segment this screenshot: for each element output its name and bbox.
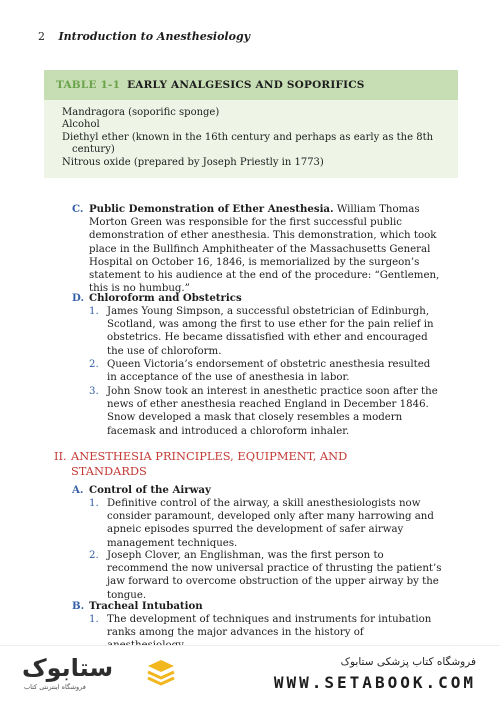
book-stack-icon bbox=[146, 658, 176, 688]
list-number: 2. bbox=[89, 359, 99, 370]
subsection-letter: B. bbox=[72, 600, 85, 612]
list-number: 1. bbox=[89, 614, 99, 625]
store-logo bbox=[22, 654, 142, 694]
table-label: TABLE 1-1 bbox=[56, 79, 121, 91]
page-number: 2 bbox=[38, 30, 45, 43]
table-item: Alcohol bbox=[62, 119, 100, 131]
running-title: Introduction to Anesthesiology bbox=[58, 30, 251, 43]
list-number: 1. bbox=[89, 306, 99, 317]
table-1-1 bbox=[44, 70, 458, 178]
section-roman: II. bbox=[54, 449, 67, 463]
subsection-c-heading bbox=[72, 203, 89, 216]
table-item: Mandragora (soporific sponge) bbox=[62, 107, 220, 118]
table-title-bar bbox=[44, 70, 458, 100]
section-title: ANESTHESIA PRINCIPLES, EQUIPMENT, AND STANDARDS bbox=[71, 449, 348, 478]
subsection-a-heading bbox=[72, 484, 211, 497]
subsection-d-title: Chloroform and Obstetrics bbox=[89, 292, 242, 304]
subsection-letter: A. bbox=[72, 484, 84, 496]
list-item: Definitive control of the airway, a skill anesthesiologists now consider paramount, developed only after many harrowing and apneic episodes spurred the development of safer airway management techniques. bbox=[107, 498, 434, 549]
list-item: Queen Victoria’s endorsement of obstetric anesthesia resulted in acceptance of the use of anesthesia in labor. bbox=[107, 359, 431, 384]
subsection-c-body: William Thomas Morton Green was responsible for the first successful public demonstration of ether anesthesia. This demonstration, which took place in the Bullfinch Amphitheater of the Massachusetts General Hospital on October 16, 1846, is memorialized by the surgeon’s statement to his audience at the end of the procedure: “Gentlemen, this is no humbug.” bbox=[89, 204, 440, 295]
subsection-letter: D. bbox=[72, 292, 85, 304]
footer-banner bbox=[0, 645, 500, 701]
list-number: 3. bbox=[89, 386, 99, 397]
list-item: Joseph Clover, an Englishman, was the first person to recommend the now universal practice of thrusting the patient’s jaw forward to overcome obstruction of the upper airway by the tongue. bbox=[107, 550, 442, 601]
page-header bbox=[38, 30, 250, 43]
list-item: John Snow took an interest in anesthetic practice soon after the news of ether anesthesia reached England in December 1846. Snow developed a mask that closely resembles a modern facemask and introduced a chloroform inhaler. bbox=[107, 386, 438, 437]
table-item: Nitrous oxide (prepared by Joseph Priestly in 1773) bbox=[62, 156, 324, 168]
list-item: The development of techniques and instruments for intubation ranks among the major advances in the history of bbox=[107, 614, 432, 639]
table-item: Diethyl ether (known in the 16th century and perhaps as early as the 8th century) bbox=[62, 131, 434, 156]
subsection-c-paragraph bbox=[89, 203, 443, 295]
subsection-b-title: Tracheal Intubation bbox=[89, 600, 203, 612]
logo-subtitle: فروشگاه اینترنتی کتاب bbox=[24, 683, 86, 691]
subsection-d-heading bbox=[72, 292, 242, 305]
list-item: James Young Simpson, a successful obstetrician of Edinburgh, Scotland, was among the first to use ether for the pain relief in obstetrics. He became dissatisfied with ether and encouraged the use of chloroform. bbox=[107, 306, 434, 357]
subsection-b-heading bbox=[72, 600, 203, 613]
list-number: 1. bbox=[89, 498, 99, 509]
subsection-a-title: Control of the Airway bbox=[89, 484, 211, 496]
table-list bbox=[44, 100, 458, 169]
logo-text: ستابوک bbox=[22, 654, 114, 682]
store-url[interactable]: WWW.SETABOOK.COM bbox=[273, 673, 476, 692]
subsection-letter: C. bbox=[72, 203, 84, 215]
store-title: فروشگاه کتاب پزشکی ستابوک bbox=[340, 656, 476, 668]
table-caption: EARLY ANALGESICS AND SOPORIFICS bbox=[127, 79, 365, 91]
list-number: 2. bbox=[89, 550, 99, 561]
subsection-c-title: Public Demonstration of Ether Anesthesia. bbox=[89, 203, 334, 215]
